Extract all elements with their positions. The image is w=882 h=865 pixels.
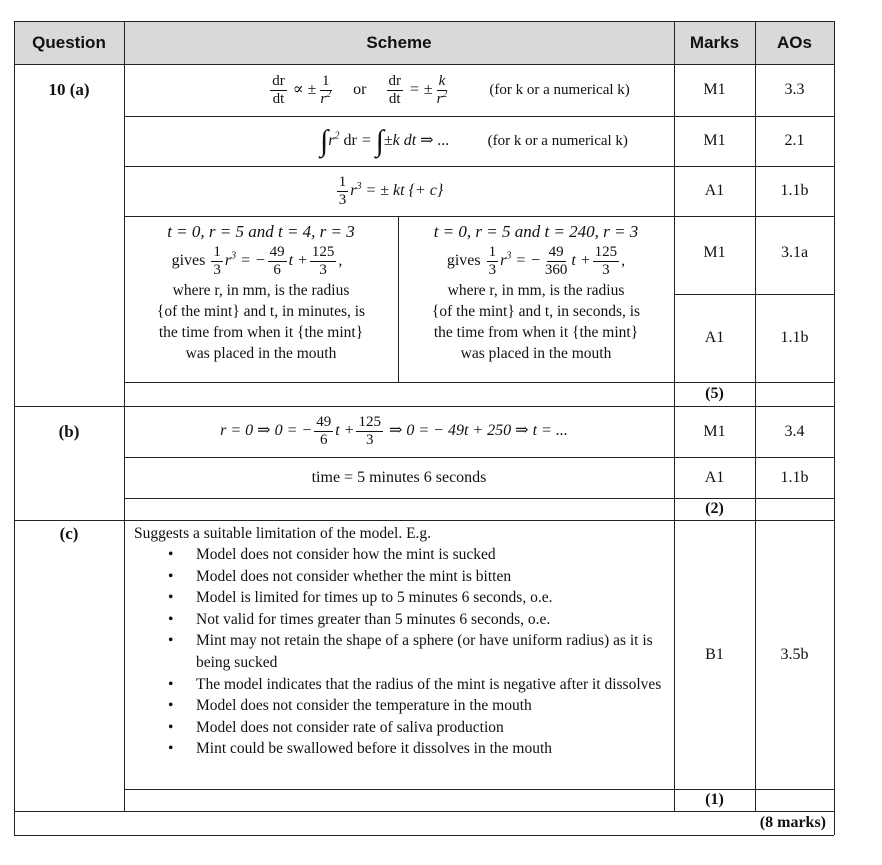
- time-answer: time = 5 minutes 6 seconds: [311, 468, 487, 486]
- proportionality-expression: $\frac{dr}{dt}$ ∝ ± $\frac{1}{r^2}$: [272, 72, 332, 107]
- ao-b2: 1.1b: [780, 468, 809, 486]
- list-item: • Mint could be swallowed before it dissolves in the mouth: [196, 738, 670, 760]
- mark-c: B1: [705, 645, 724, 663]
- right-conditions: t = 0, r = 5 and t = 240, r = 3: [433, 222, 639, 241]
- mark-a1: M1: [703, 81, 726, 98]
- right-line-2: {of the mint} and t, in seconds, is: [431, 303, 641, 320]
- ao-a2: 2.1: [784, 132, 805, 149]
- mark-b1: M1: [703, 422, 726, 440]
- ao-a3: 1.1b: [780, 182, 809, 199]
- limitation-list: [134, 544, 670, 760]
- ao-a1: 3.3: [784, 81, 805, 98]
- limitation-intro: Suggests a suitable limitation of the model. E.g.: [134, 525, 432, 542]
- list-item: • Not valid for times greater than 5 minutes 6 seconds, o.e.: [196, 609, 670, 631]
- header-marks: Marks: [689, 32, 740, 52]
- ao-a4: 3.1a: [780, 244, 809, 261]
- grand-total: (8 marks): [759, 814, 826, 831]
- scheme-a-row2: [124, 116, 674, 166]
- right-line-1: where r, in mm, is the radius: [447, 282, 625, 299]
- differential-equation: $\frac{dr}{dt}$ = ± $\frac{k}{r^2}$: [388, 72, 448, 107]
- total-c: (1): [705, 791, 724, 808]
- scheme-a-left-minutes: [124, 216, 398, 382]
- or-word: or: [353, 81, 367, 98]
- left-conditions: t = 0, r = 5 and t = 4, r = 3: [167, 222, 355, 241]
- right-model-equation: gives $\frac{1}{3}$ $r^3$ = − $\frac{49}{360}$ t + $\frac{125}{3}$ ,: [446, 244, 626, 278]
- ao-b1: 3.4: [784, 422, 805, 440]
- total-a: (5): [705, 385, 724, 402]
- mark-b2: A1: [704, 468, 725, 486]
- mark-a3: A1: [704, 182, 725, 199]
- list-item: • Model is limited for times up to 5 minutes 6 seconds, o.e.: [196, 587, 670, 609]
- scheme-a-row3: [124, 166, 674, 216]
- scheme-a-row1: [124, 64, 674, 116]
- solve-for-t-expression: r = 0 ⇒ 0 = − $\frac{49}{6}$ t + $\frac{125}{3}$ ⇒ 0 = − 49t + 250 ⇒ t = ...: [220, 414, 568, 448]
- question-label-c: (c): [59, 524, 79, 543]
- left-model-equation: gives $\frac{1}{3}$ $r^3$ = − $\frac{49}{6}$ t + $\frac{125}{3}$ ,: [171, 244, 343, 278]
- total-b: (2): [705, 500, 724, 517]
- scheme-a-right-seconds: [398, 216, 674, 382]
- ao-c: 3.5b: [780, 645, 809, 663]
- list-item: • Model does not consider whether the mint is bitten: [196, 566, 670, 588]
- left-line-2: {of the mint} and t, in minutes, is: [156, 303, 366, 320]
- left-line-1: where r, in mm, is the radius: [172, 282, 350, 299]
- question-label-b: (b): [58, 422, 80, 441]
- list-item: • Model does not consider the temperature in the mouth: [196, 695, 670, 717]
- list-item: • Model does not consider rate of saliva production: [196, 717, 670, 739]
- integrated-result: $\frac{1}{3}$ $r^3$ = ± kt {+ c}: [338, 173, 444, 208]
- question-label-10a: 10 (a): [48, 80, 90, 99]
- list-item: • Model does not consider how the mint is sucked: [196, 544, 670, 566]
- header-aos: AOs: [777, 32, 812, 52]
- row1-note: (for k or a numerical k): [489, 81, 630, 98]
- ao-a5: 1.1b: [780, 329, 809, 346]
- mark-a4: M1: [703, 244, 726, 261]
- scheme-c: [134, 523, 670, 760]
- right-line-3: the time from when it {the mint}: [433, 324, 639, 341]
- list-item: • Mint may not retain the shape of a sphere (or have uniform radius) as it is being sucked: [196, 630, 670, 673]
- integral-expression: $\int r^2$ dr = ∫±k dt ⇒ ...: [320, 124, 450, 158]
- right-line-4: was placed in the mouth: [460, 345, 612, 362]
- scheme-b-row1: [124, 406, 674, 457]
- mark-a2: M1: [703, 132, 726, 149]
- list-item: • The model indicates that the radius of the mint is negative after it dissolves: [196, 674, 670, 696]
- left-line-4: was placed in the mouth: [185, 345, 337, 362]
- mark-a5: A1: [704, 329, 725, 346]
- header-question: Question: [32, 32, 106, 52]
- header-scheme: Scheme: [366, 32, 432, 52]
- row2-note: (for k or a numerical k): [487, 132, 628, 149]
- left-line-3: the time from when it {the mint}: [158, 324, 364, 341]
